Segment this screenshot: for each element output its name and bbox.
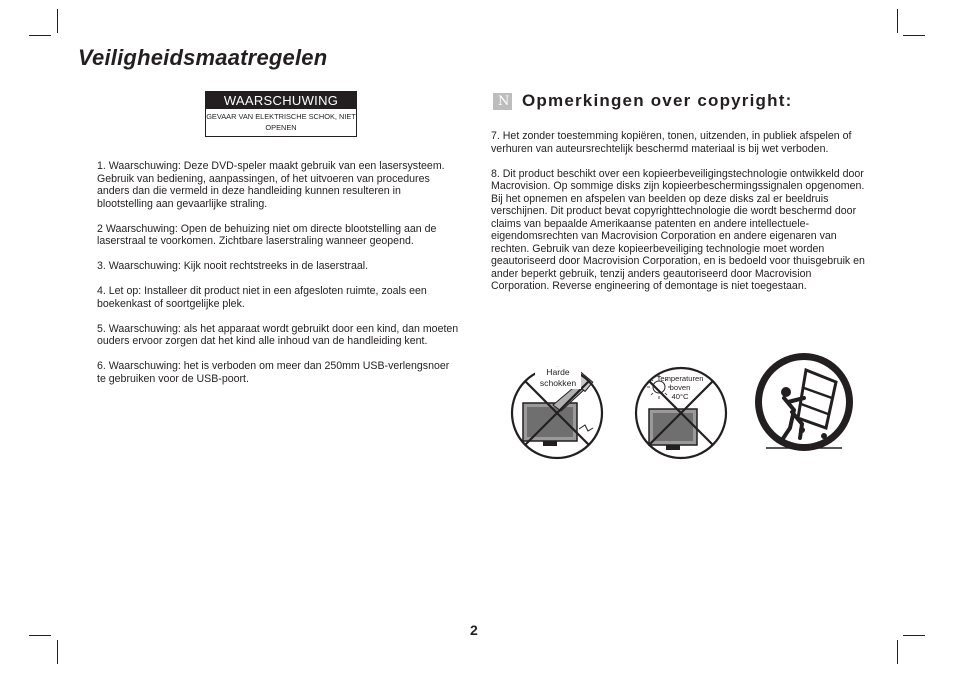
crop-mark bbox=[57, 9, 58, 33]
no-cart-tipping-icon bbox=[754, 352, 854, 452]
crop-mark bbox=[29, 35, 51, 36]
safety-paragraph: 1. Waarschuwing: Deze DVD-speler maakt gebruik van een lasersysteem. Gebruik van bediening, aanpassingen, of het uitvoeren van procedures anders dan die vermeld in deze handleiding kunnen resulteren in blootstelling aan gevaarlijke straling. bbox=[97, 160, 445, 210]
illustration-label bbox=[651, 374, 709, 401]
label-line: boven bbox=[669, 383, 691, 392]
safety-paragraph: 3. Waarschuwing: Kijk nooit rechtstreeks in de laserstraal. bbox=[97, 260, 369, 272]
label-line: 40°C bbox=[671, 392, 689, 401]
crop-mark bbox=[57, 640, 58, 664]
safety-paragraph: 6. Waarschuwing: het is verboden om meer dan 250mm USB-verlengsnoer te gebruiken voor de USB-poort. bbox=[97, 360, 450, 385]
safety-instructions bbox=[97, 160, 459, 398]
crop-mark bbox=[903, 35, 925, 36]
section-heading: Opmerkingen over copyright: bbox=[522, 91, 793, 110]
page-title: Veiligheidsmaatregelen bbox=[78, 45, 328, 70]
crop-mark bbox=[897, 640, 898, 664]
label-line: schokken bbox=[539, 378, 577, 388]
copyright-paragraph: 8. Dit product beschikt over een kopieerbeveiligingstechnologie ontwikkeld door Macrovision. Op sommige disks zijn kopieerbeschermingssignalen opgenomen. Bij het opnemen en afspelen van beelden op deze disks zal er beeldruis verschijnen. Dit product bevat copyrighttechnologie die wordt beschermd door claims van bepaalde Amerikaanse patenten en andere intellectuele-eigendomsrechten van Macrovision Corporation en andere eigenaren van rechten. Gebruik van deze kopieerbeveiliging technologie moet worden geautoriseerd door Macrovision Corporation, en is bedoeld voor thuisgebruik en ander beperkt gebruik, tenzij anders geautoriseerd door Macrovision Corporation. Reverse engineering of demontage is niet toegestaan. bbox=[491, 167, 865, 292]
safety-paragraph: 4. Let op: Installeer dit product niet in een afgesloten ruimte, zoals een boekenkast of soortgelijke plek. bbox=[97, 285, 427, 310]
warning-body: GEVAAR VAN ELEKTRISCHE SCHOK, NIET OPENEN bbox=[206, 112, 356, 132]
no-high-temperature-icon bbox=[633, 365, 729, 461]
note-icon-glyph: N bbox=[498, 94, 510, 109]
warning-box bbox=[205, 91, 357, 137]
illustration-label bbox=[535, 367, 581, 389]
copyright-paragraph: 7. Het zonder toestemming kopiëren, tonen, uitzenden, in publiek afspelen of verhuren van auteursrechtelijk beschermd materiaal is bij wet verboden. bbox=[491, 130, 852, 155]
crop-mark bbox=[29, 635, 51, 636]
no-impact-icon bbox=[509, 365, 605, 461]
label-line: Harde bbox=[546, 367, 570, 377]
page-number: 2 bbox=[470, 622, 478, 638]
label-line: Temperaturen bbox=[656, 374, 704, 383]
warning-heading: WAARSCHUWING bbox=[206, 92, 356, 109]
safety-paragraph: 2 Waarschuwing: Open de behuizing niet om directe blootstelling aan de laserstraal te voorkomen. Zichtbare laserstraling wanneer geopend. bbox=[97, 222, 437, 247]
copyright-notes bbox=[491, 130, 871, 305]
note-icon bbox=[493, 93, 512, 110]
crop-mark bbox=[903, 635, 925, 636]
safety-paragraph: 5. Waarschuwing: als het apparaat wordt gebruikt door een kind, dan moeten ouders ervoor zorgen dat het kind alle inhoud van de handleiding kent. bbox=[97, 322, 459, 347]
crop-mark bbox=[897, 9, 898, 33]
